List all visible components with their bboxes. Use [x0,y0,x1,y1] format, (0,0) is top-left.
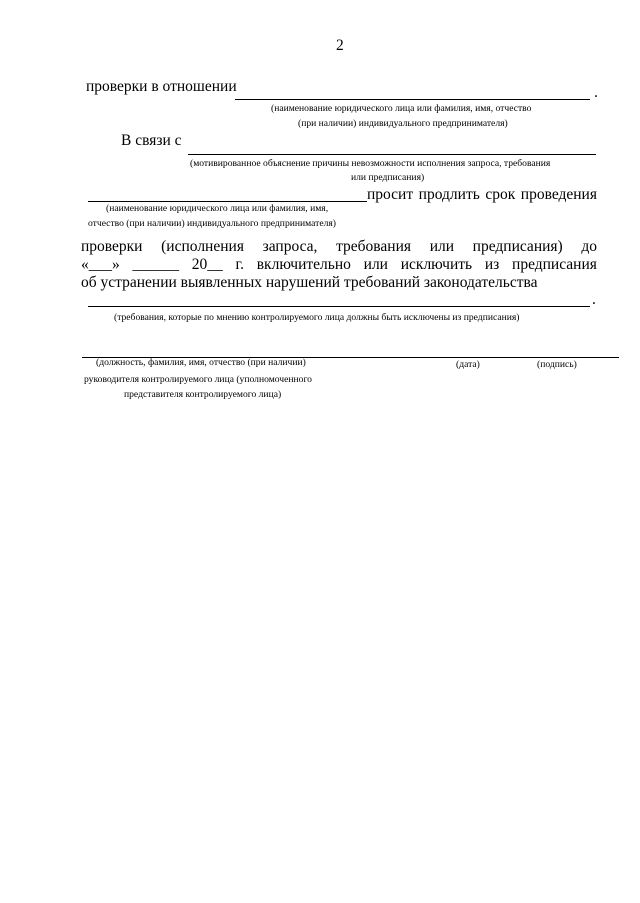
word: запроса, [262,238,318,255]
requester-caption: отчество (при наличии) индивидуального предпринимателя) [88,218,337,229]
inspection-target-field[interactable] [235,99,590,100]
year-blank[interactable]: 20__ [191,256,223,273]
exclusions-field[interactable] [88,306,590,307]
end-dot: . [594,84,598,101]
word: г. [235,256,244,273]
word: предписания [512,256,597,273]
inspection-target-caption: (при наличии) индивидуального предпринимателя) [298,118,508,129]
reason-caption: или предписания) [351,172,425,183]
exclusions-caption: (требования, которые по мнению контролируемого лица должны быть исключены из предписания) [114,312,520,323]
body-line-2 [81,256,597,274]
sign-caption: (подпись) [537,359,577,370]
inspection-target-label: проверки в отношении [86,78,237,95]
word: исключить [400,256,473,273]
word: из [484,256,500,273]
signer-caption: руководителя контролируемого лица (уполномоченного [84,374,312,385]
requester-caption: (наименование юридического лица или фамилия, имя, [106,203,329,214]
word: включительно [256,256,351,273]
word: или [429,238,455,255]
reason-caption: (мотивированное объяснение причины невозможности исполнения запроса, требования [190,158,551,169]
word: (исполнения [161,238,244,255]
day-blank[interactable]: «___» [81,256,120,273]
body-line-3: об устранении выявленных нарушений требований законодательства [81,274,538,291]
body-line-1 [81,238,597,256]
word: требования [336,238,412,255]
signer-caption: представителя контролируемого лица) [124,389,282,400]
extend-request-text: просит продлить срок проведения [367,186,597,203]
signer-caption: (должность, фамилия, имя, отчество (при наличии) [96,357,306,368]
requester-field[interactable] [88,201,367,202]
word: проверки [81,238,143,255]
reason-label: В связи с [121,132,182,149]
page-number: 2 [336,37,344,54]
end-dot: . [592,291,596,308]
month-blank[interactable]: ______ [132,256,179,273]
reason-field[interactable] [188,154,596,155]
word: до [581,238,597,255]
date-caption: (дата) [456,359,480,370]
inspection-target-caption: (наименование юридического лица или фамилия, имя, отчество [271,103,532,114]
word: или [363,256,388,273]
word: предписания) [472,238,563,255]
